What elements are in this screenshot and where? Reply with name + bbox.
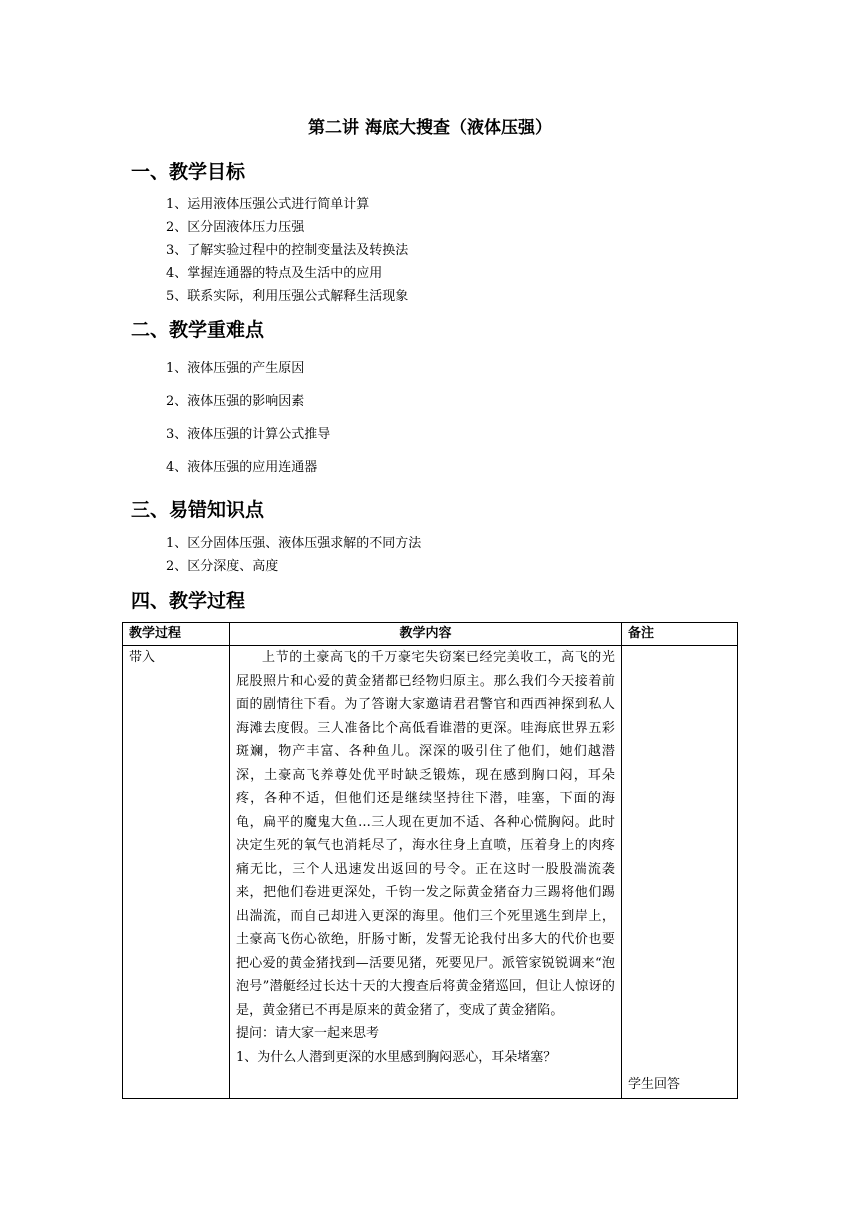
content-cell bbox=[230, 646, 622, 1099]
mistakes-list bbox=[166, 532, 421, 578]
stage-cell bbox=[123, 646, 230, 1099]
section-heading-mistakes: 三、易错知识点 bbox=[131, 499, 265, 521]
list-item: 1、区分固体压强、液体压强求解的不同方法 bbox=[166, 536, 422, 551]
list-item: 3、液体压强的计算公式推导 bbox=[166, 427, 331, 442]
list-item: 2、区分固液体压力压强 bbox=[166, 220, 305, 235]
section-heading-process: 四、教学过程 bbox=[131, 590, 246, 612]
stage-label: 带入 bbox=[129, 650, 156, 665]
section-heading-objectives: 一、教学目标 bbox=[131, 161, 246, 183]
list-item: 3、了解实验过程中的控制变量法及转换法 bbox=[166, 243, 409, 258]
list-item: 4、掌握连通器的特点及生活中的应用 bbox=[166, 266, 383, 281]
question-text: 1、为什么人潜到更深的水里感到胸闷恶心，耳朵堵塞？ bbox=[236, 1049, 557, 1065]
teaching-process-table bbox=[122, 622, 738, 1099]
section-heading-key-points: 二、教学重难点 bbox=[131, 319, 265, 341]
list-item: 2、液体压强的影响因素 bbox=[166, 394, 305, 409]
table-header-row bbox=[123, 623, 738, 646]
content-wrapper bbox=[236, 646, 615, 1098]
column-header-content: 教学内容 bbox=[230, 623, 622, 646]
key-points-list bbox=[166, 352, 330, 484]
column-header-stage: 教学过程 bbox=[123, 623, 230, 646]
list-item: 2、区分深度、高度 bbox=[166, 559, 279, 574]
notes-wrapper bbox=[628, 646, 731, 1098]
table-row bbox=[123, 646, 738, 1099]
question-prompt: 提问：请大家一起来思考 bbox=[236, 1026, 380, 1041]
column-header-notes: 备注 bbox=[622, 623, 738, 646]
objectives-list bbox=[166, 193, 408, 308]
document-title: 第二讲 海底大搜查（液体压强） bbox=[308, 118, 552, 138]
list-item: 5、联系实际，利用压强公式解释生活现象 bbox=[166, 289, 409, 304]
note-student-answer: 学生回答 bbox=[628, 1076, 681, 1092]
list-item: 1、运用液体压强公式进行简单计算 bbox=[166, 197, 370, 212]
story-paragraph: 上节的土豪高飞的千万豪宅失窃案已经完美收工，高飞的光屁股照片和心爱的黄金猪都已经物归原主。那么我们今天接着前面的剧情往下看。为了答谢大家邀请君君警官和西西神探到私人海滩去度假。三人准备比个高低看谁潜的更深。哇海底世界五彩斑斓，物产丰富、各种鱼儿。深深的吸引住了他们，她们越潜深，土豪高飞养尊处优平时缺乏锻炼，现在感到胸口闷，耳朵疼，各种不适，但他们还是继续坚持往下潜，哇塞，下面的海龟，扁平的魔鬼大鱼...三人现在更加不适、各种心慌胸闷。此时决定生死的氧气也消耗尽了，海水往身上直喷，压着身上的肉疼痛无比，三个人迅速发出返回的号令。正在这时一股股湍流袭来，把他们卷进更深处，千钧一发之际黄金猪奋力三踢将他们踢出湍流，而自己却进入更深的海里。他们三个死里逃生到岸上，土豪高飞伤心欲绝，肝肠寸断，发誓无论我付出多大的代价也要把心爱的黄金猪找到—活要见猪，死要见尸。派管家锐锐调来“泡泡号”潜艇经过长达十天的大搜查后将黄金猪巡回，但让人惊讶的是，黄金猪已不再是原来的黄金猪了，变成了黄金猪陷。 bbox=[236, 650, 615, 1018]
list-item: 1、液体压强的产生原因 bbox=[166, 361, 305, 376]
notes-cell bbox=[622, 646, 738, 1099]
list-item: 4、液体压强的应用连通器 bbox=[166, 460, 318, 475]
